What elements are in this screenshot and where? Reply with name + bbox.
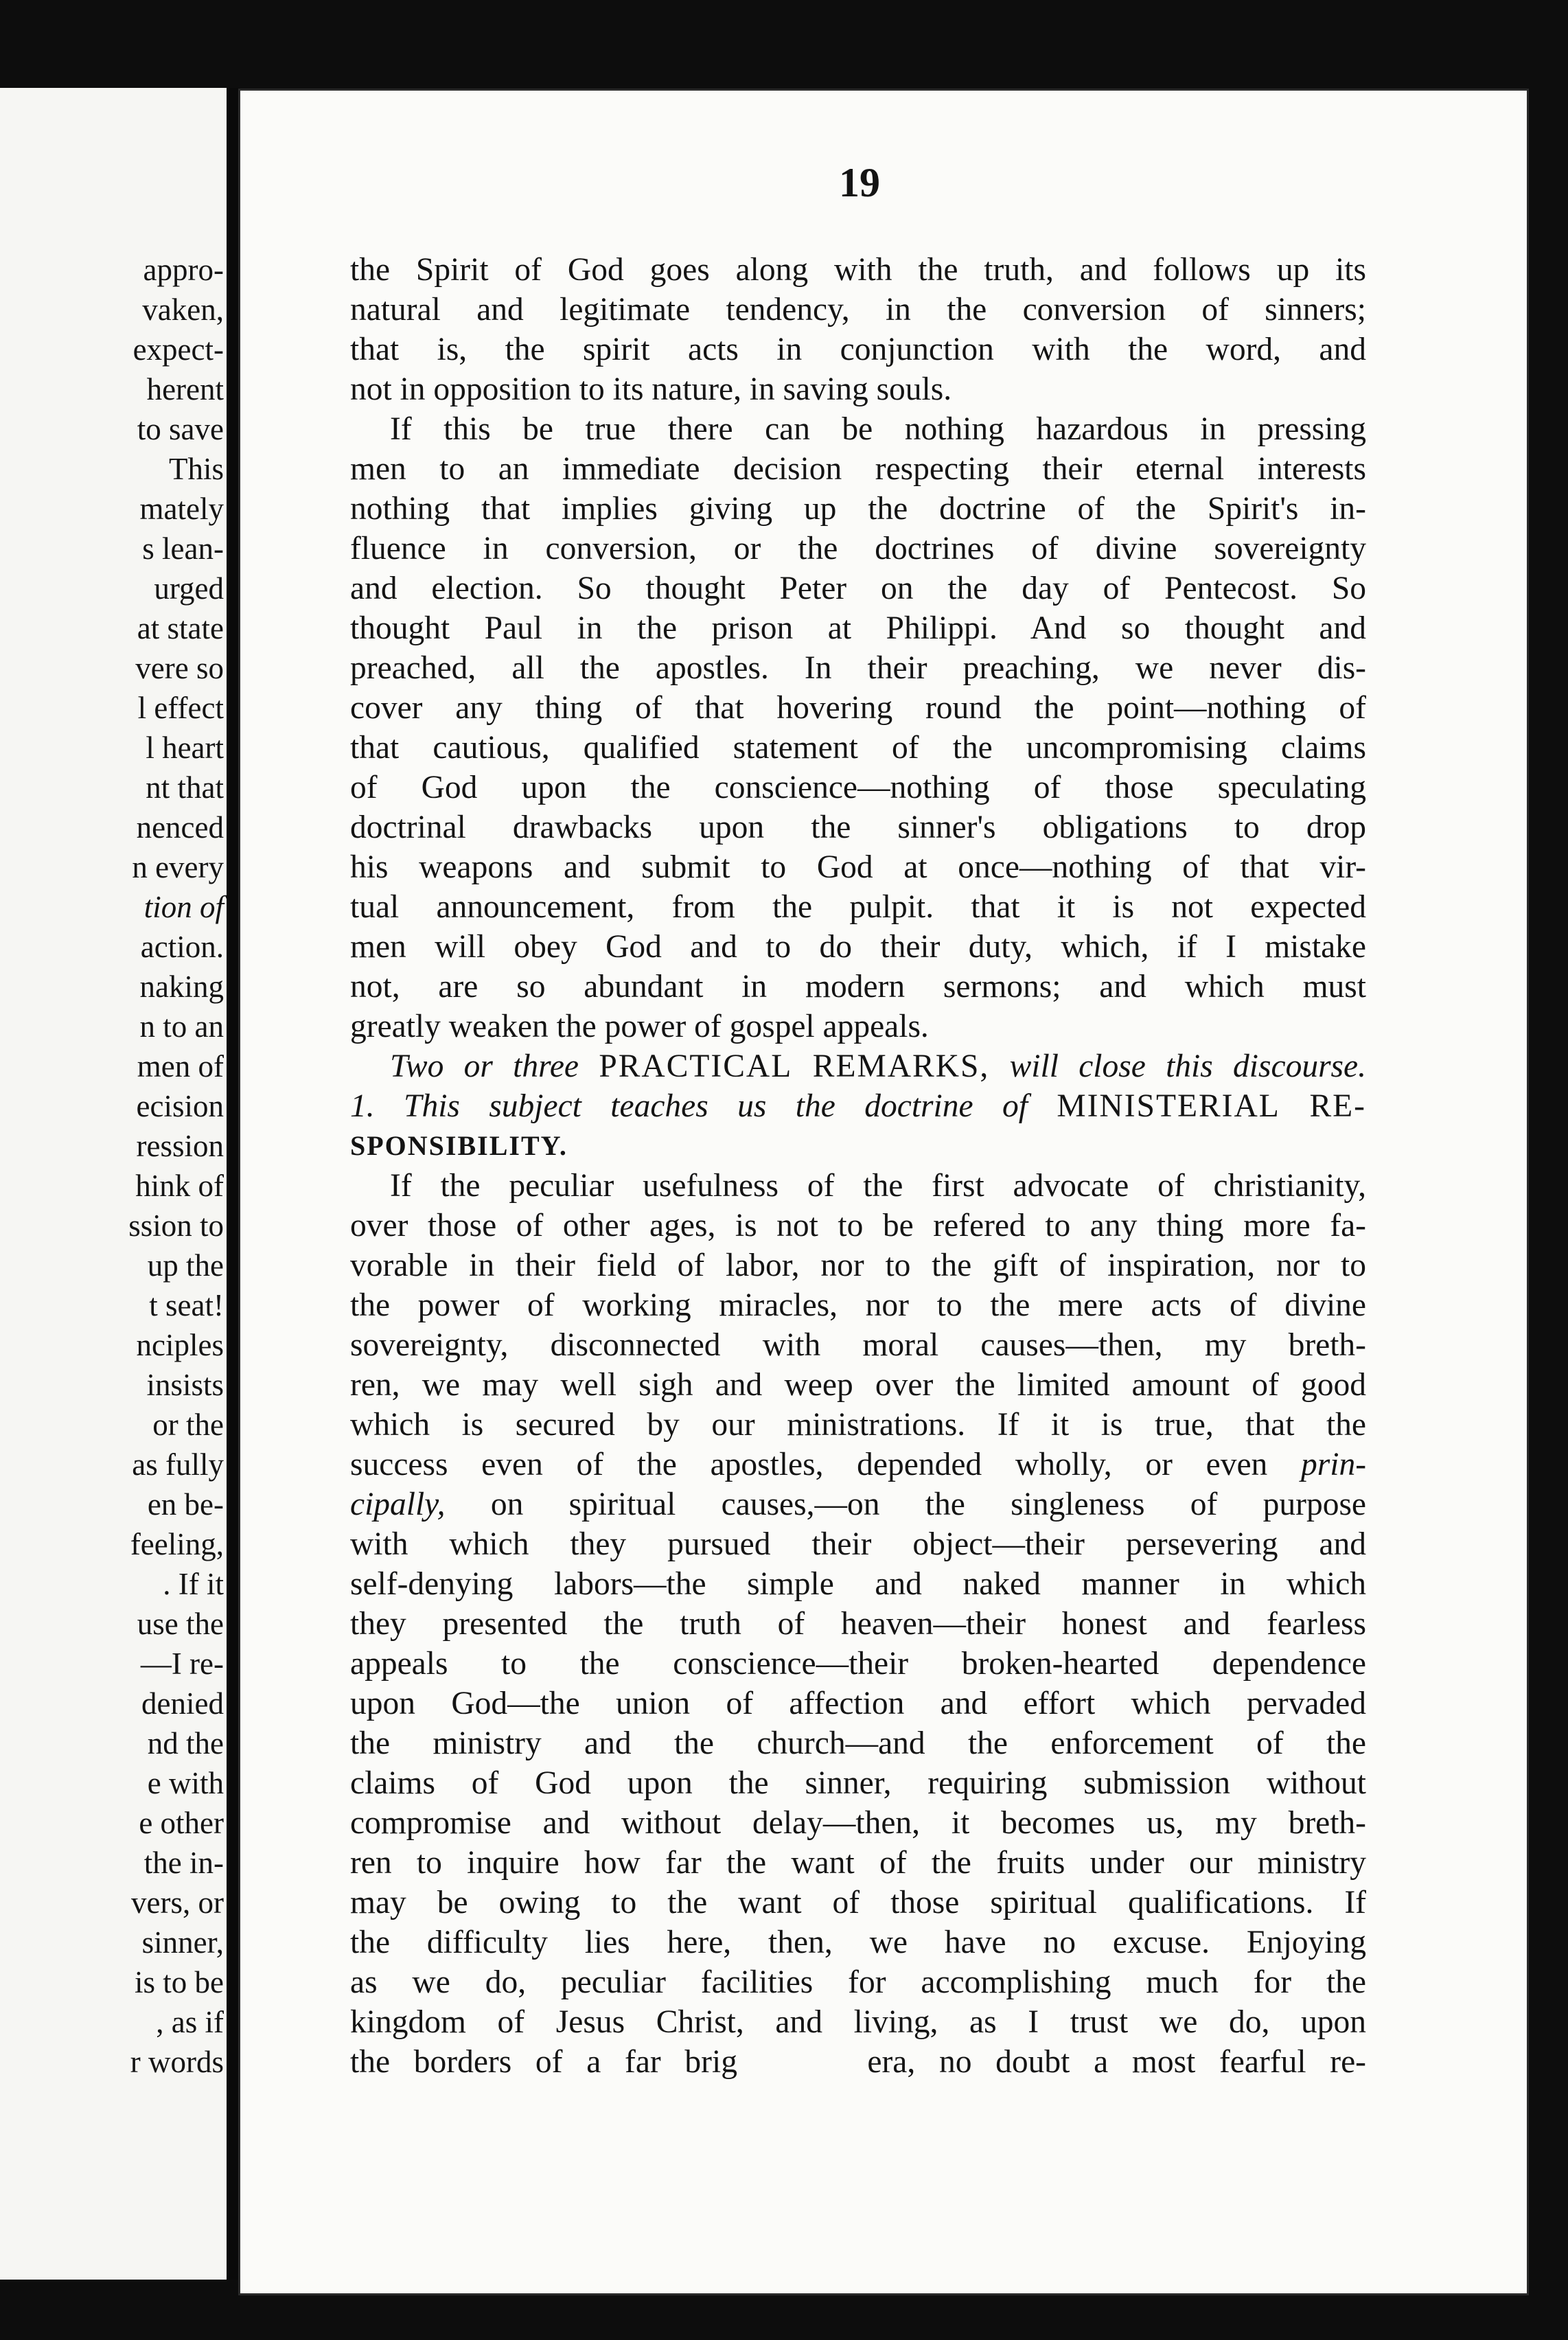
text-line: SPONSIBILITY. bbox=[350, 1130, 568, 1161]
text-line: upon God—the union of affection and effort which pervaded bbox=[350, 1686, 1366, 1721]
text-line: doctrinal drawbacks upon the sinner's obligations to drop bbox=[350, 810, 1366, 845]
text-line: and election. So thought Peter on the day of Pentecost. So bbox=[350, 571, 1366, 606]
prev-page-line: sinner, bbox=[141, 1925, 224, 1960]
prev-page-line: nenced bbox=[136, 810, 224, 845]
prev-page-line: e with bbox=[147, 1766, 224, 1800]
prev-page-line: to save bbox=[137, 412, 224, 446]
text-line: over those of other ages, is not to be refered to any thing more fa- bbox=[350, 1208, 1366, 1243]
remarks-lead: Two or three bbox=[390, 1048, 579, 1084]
prev-page-line: naking bbox=[139, 970, 224, 1004]
prev-page-line: n every bbox=[132, 850, 224, 884]
text-line: kingdom of Jesus Christ, and living, as I trust we do, upon bbox=[350, 2004, 1366, 2040]
text-line: preached, all the apostles. In their preaching, we never dis- bbox=[350, 650, 1366, 686]
text-line: as we do, peculiar facilities for accomplishing much for the bbox=[350, 1964, 1366, 2000]
prev-page-line: appro- bbox=[143, 253, 224, 287]
point-one-lead: 1. This subject teaches us the doctrine of bbox=[350, 1088, 1028, 1124]
prev-page-line: vaken, bbox=[142, 292, 224, 327]
prev-page-line: herent bbox=[146, 372, 224, 406]
text-line: compromise and without delay—then, it becomes us, my breth- bbox=[350, 1805, 1366, 1841]
text-line: the difficulty lies here, then, we have no excuse. Enjoying bbox=[350, 1925, 1366, 1960]
prev-page-line: t seat! bbox=[149, 1288, 224, 1322]
text-line: the ministry and the church—and the enforcement of the bbox=[350, 1725, 1366, 1761]
prev-page-line: s lean- bbox=[142, 531, 224, 566]
text-line: that cautious, qualified statement of the uncompromising claims bbox=[350, 730, 1366, 766]
prev-page-line: tion of bbox=[143, 890, 224, 924]
text-line: ren to inquire how far the want of the fruits under our ministry bbox=[350, 1845, 1366, 1881]
prev-page-line: at state bbox=[137, 611, 224, 645]
prev-page-line: ecision bbox=[136, 1089, 224, 1123]
prev-page-line: men of bbox=[137, 1049, 224, 1083]
prev-page-line: the in- bbox=[143, 1846, 224, 1880]
prev-page-line: r words bbox=[130, 2045, 224, 2079]
prev-page-line: nd the bbox=[147, 1726, 224, 1760]
page-number: 19 bbox=[839, 160, 880, 205]
remarks-tail: will close this discourse. bbox=[1009, 1048, 1366, 1084]
prev-page-line: or the bbox=[152, 1408, 224, 1442]
text-line: sovereignty, disconnected with moral causes—then, my breth- bbox=[350, 1327, 1366, 1363]
prev-page-line: l effect bbox=[137, 691, 224, 725]
prev-page-line: vere so bbox=[135, 651, 224, 685]
prev-page-line: nciples bbox=[136, 1328, 224, 1362]
text-line: not in opposition to its nature, in saving souls. bbox=[350, 371, 952, 407]
prev-page-line: l heart bbox=[146, 731, 224, 765]
prev-page-line: is to be bbox=[135, 1965, 224, 1999]
text-line: cover any thing of that hovering round the point—nothing of bbox=[350, 690, 1366, 726]
text-line: men will obey God and to do their duty, which, if I mistake bbox=[350, 929, 1366, 965]
text-line: may be owing to the want of those spiritual qualifications. If bbox=[350, 1885, 1366, 1920]
principally-word: prin- bbox=[1301, 1447, 1367, 1482]
text-line: natural and legitimate tendency, in the conversion of sinners; bbox=[350, 292, 1366, 328]
prev-page-line: as fully bbox=[132, 1447, 224, 1482]
text-line: appeals to the conscience—their broken-hearted dependence bbox=[350, 1646, 1366, 1682]
principally-lead: success even of the apostles, depended wholly, or even bbox=[350, 1447, 1268, 1482]
text-line: greatly weaken the power of gospel appeals. bbox=[350, 1009, 929, 1044]
prev-page-line: feeling, bbox=[130, 1527, 224, 1561]
prev-page-line: hink of bbox=[135, 1169, 224, 1203]
prev-page-line: . If it bbox=[163, 1567, 224, 1601]
prev-page-line: en be- bbox=[147, 1487, 224, 1522]
remarks-caps: PRACTICAL REMARKS, bbox=[599, 1048, 990, 1084]
prev-page-line: mately bbox=[139, 492, 224, 526]
text-line: the power of working miracles, nor to the mere acts of divine bbox=[350, 1287, 1366, 1323]
prev-page-line: ression bbox=[136, 1129, 224, 1163]
prev-page-line: , as if bbox=[156, 2005, 224, 2039]
text-line: his weapons and submit to God at once—nothing of that vir- bbox=[350, 849, 1366, 885]
prev-page-line: urged bbox=[154, 571, 224, 606]
text-line: self-denying labors—the simple and naked manner in which bbox=[350, 1566, 1366, 1602]
text-line: thought Paul in the prison at Philippi. And so thought and bbox=[350, 610, 1366, 646]
text-line: of God upon the conscience—nothing of those speculating bbox=[350, 770, 1366, 805]
prev-page-line: denied bbox=[141, 1686, 224, 1721]
text-line: tual announcement, from the pulpit. that it is not expected bbox=[350, 889, 1366, 925]
practical-remarks-line bbox=[390, 1046, 1366, 1086]
prev-page-line: nt that bbox=[146, 770, 224, 805]
text-line: fluence in conversion, or the doctrines of divine sovereignty bbox=[350, 531, 1366, 566]
prev-page-line: n to an bbox=[139, 1009, 224, 1044]
text-line: vorable in their field of labor, nor to the gift of inspiration, nor to bbox=[350, 1248, 1366, 1283]
prev-page-line: expect- bbox=[132, 332, 224, 367]
text-line: nothing that implies giving up the doctrine of the Spirit's in- bbox=[350, 491, 1366, 527]
text-line: If the peculiar usefulness of the first advocate of christianity, bbox=[390, 1168, 1366, 1204]
principally-line-1 bbox=[350, 1445, 1366, 1484]
prev-page-line: action. bbox=[140, 930, 224, 964]
prev-page-line: insists bbox=[146, 1368, 224, 1402]
text-line: which is secured by our ministrations. If it is true, that the bbox=[350, 1407, 1366, 1443]
text-line: men to an immediate decision respecting their eternal interests bbox=[350, 451, 1366, 487]
last-line-end: era, no doubt a most fearful re- bbox=[867, 2044, 1366, 2080]
point-one-line bbox=[350, 1086, 1366, 1126]
text-line: not, are so abundant in modern sermons; and which must bbox=[350, 969, 1366, 1005]
point-one-caps: MINISTERIAL RE- bbox=[1057, 1088, 1366, 1124]
prev-page-line: e other bbox=[139, 1806, 224, 1840]
last-line-damaged bbox=[350, 2042, 1366, 2082]
text-line: If this be true there can be nothing hazardous in pressing bbox=[390, 411, 1366, 447]
prev-page-line: vers, or bbox=[131, 1885, 224, 1920]
text-line: ren, we may well sigh and weep over the limited amount of good bbox=[350, 1367, 1366, 1403]
cipally-tail: on spiritual causes,—on the singleness of purpose bbox=[490, 1487, 1367, 1522]
text-line: the Spirit of God goes along with the truth, and follows up its bbox=[350, 252, 1366, 288]
last-line-start: the borders of a far brig bbox=[350, 2044, 737, 2080]
text-line: claims of God upon the sinner, requiring submission without bbox=[350, 1765, 1366, 1801]
text-line: they presented the truth of heaven—their honest and fearless bbox=[350, 1606, 1366, 1642]
text-line: that is, the spirit acts in conjunction with the word, and bbox=[350, 332, 1366, 367]
prev-page-line: ssion to bbox=[128, 1208, 224, 1243]
prev-page-line: use the bbox=[137, 1607, 224, 1641]
prev-page-line: —I re- bbox=[140, 1647, 224, 1681]
paper-damage-gap bbox=[761, 2049, 844, 2080]
text-line: with which they pursued their object—their persevering and bbox=[350, 1526, 1366, 1562]
prev-page-line: This bbox=[168, 452, 224, 486]
cipally-word: cipally, bbox=[350, 1487, 446, 1522]
principally-line-2 bbox=[350, 1484, 1366, 1524]
prev-page-line: up the bbox=[147, 1248, 224, 1283]
